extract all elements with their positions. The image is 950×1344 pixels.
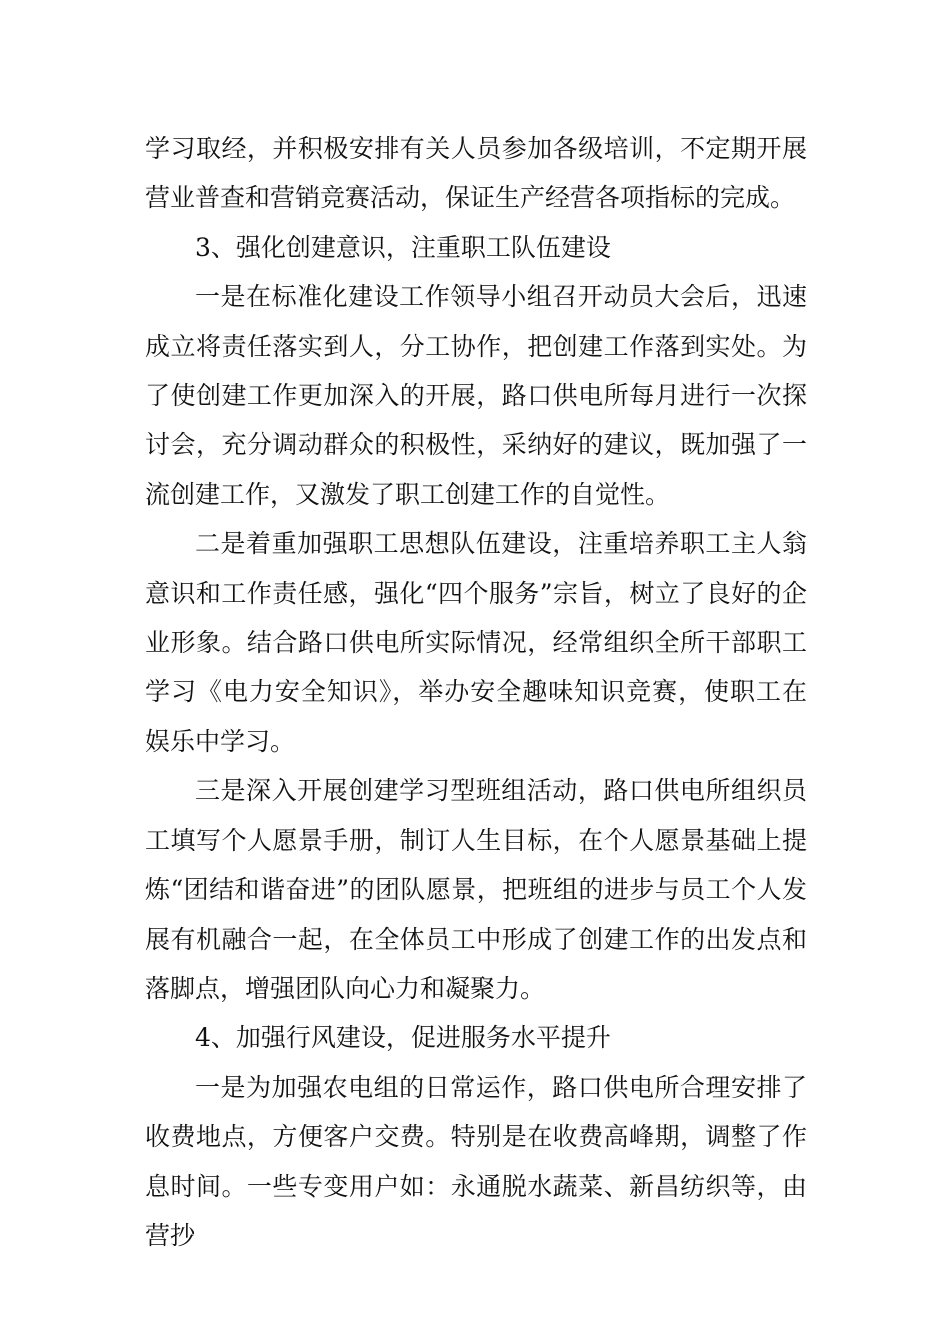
paragraph-first-measure: 一是在标准化建设工作领导小组召开动员大会后，迅速成立将责任落实到人，分工协作，把创建工作落到实处。为了使创建工作更加深入的开展，路口供电所每月进行一次探讨会，充分调动群众的积极性，采纳好的建议，既加强了一流创建工作，又激发了职工创建工作的自觉性。 — [145, 282, 807, 509]
paragraph-second-measure: 二是着重加强职工思想队伍建设，注重培养职工主人翁意识和工作责任感，强化“四个服务”宗旨，树立了良好的企业形象。结合路口供电所实际情况，经常组织全所干部职工学习《电力安全知识》，举办安全趣味知识竞赛，使职工在娱乐中学习。 — [145, 529, 807, 756]
document-body — [145, 124, 807, 1260]
section-heading-3: 3、强化创建意识，注重职工队伍建设 — [195, 232, 611, 262]
section-heading-4: 4、加强行风建设，促进服务水平提升 — [195, 1023, 611, 1053]
paragraph-service-measure: 一是为加强农电组的日常运作，路口供电所合理安排了收费地点，方便客户交费。特别是在收费高峰期，调整了作息时间。一些专变用户如：永通脱水蔬菜、新昌纺织等，由营抄 — [145, 1072, 807, 1250]
paragraph-third-measure: 三是深入开展创建学习型班组活动，路口供电所组织员工填写个人愿景手册，制订人生目标，在个人愿景基础上提炼“团结和谐奋进”的团队愿景，把班组的进步与员工个人发展有机融合一起，在全体员工中形成了创建工作的出发点和落脚点，增强团队向心力和凝聚力。 — [145, 776, 807, 1003]
paragraph-continuation: 学习取经，并积极安排有关人员参加各级培训，不定期开展营业普查和营销竞赛活动，保证生产经营各项指标的完成。 — [145, 134, 807, 213]
